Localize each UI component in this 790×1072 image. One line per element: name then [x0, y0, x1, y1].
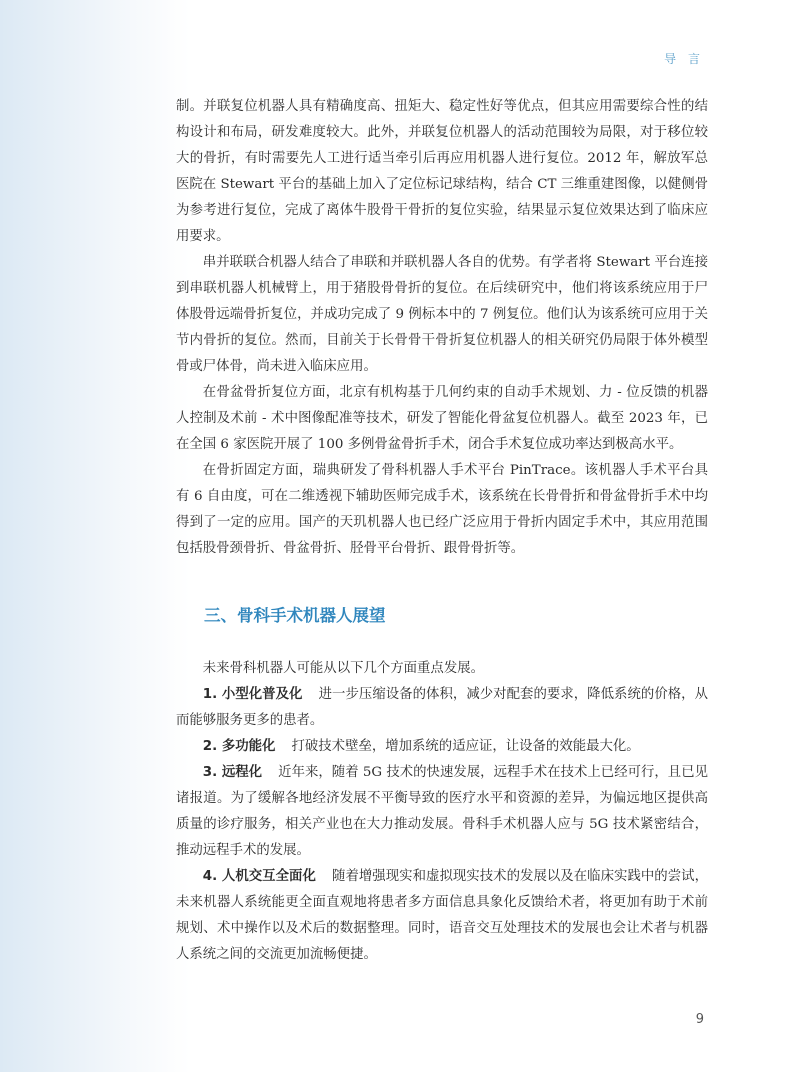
page-number: 9: [695, 1012, 704, 1027]
side-gradient-band: [0, 0, 190, 1072]
outlook-item-miniaturization: [176, 682, 708, 734]
paragraph-serial-parallel: 串并联联合机器人结合了串联和并联机器人各自的优势。有学者将 Stewart 平台连接到串联机器人机械臂上，用于猪股骨骨折的复位。在后续研究中，他们将该系统应用于尸体股骨远端骨折复位，并成功完成了 9 例标本中的 7 例复位。他们认为该系统可应用于关节内骨折的复位。然而，目前关于长骨骨干骨折复位机器人的相关研究仍局限于体外模型骨或尸体骨，尚未进入临床应用。: [176, 255, 708, 374]
item-text: 打破技术壁垒，增加系统的适应证，让设备的效能最大化。: [291, 739, 640, 754]
item-label: 4. 人机交互全面化: [202, 869, 316, 884]
running-header: 导 言: [664, 52, 704, 66]
section-intro: 未来骨科机器人可能从以下几个方面重点发展。: [202, 661, 484, 676]
paragraph-pelvic-reduction: 在骨盆骨折复位方面，北京有机构基于几何约束的自动手术规划、力 - 位反馈的机器人控制及术前 - 术中图像配准等技术，研发了智能化骨盆复位机器人。截至 2023 年，已在全国 6 家医院开展了 100 多例骨盆骨折手术，闭合手术复位成功率达到极高水平。: [176, 385, 708, 452]
item-label: 3. 远程化: [202, 765, 263, 780]
item-text: 进一步压缩设备的体积，减少对配套的要求，降低系统的价格，从而能够服务更多的患者。: [176, 687, 708, 728]
page-content: [176, 94, 708, 968]
paragraph-continued: 制。并联复位机器人具有精确度高、扭矩大、稳定性好等优点，但其应用需要综合性的结构设计和布局，研发难度较大。此外，并联复位机器人的活动范围较为局限，对于移位较大的骨折，有时需要先人工进行适当牵引后再应用机器人进行复位。2012 年，解放军总医院在 Stewart 平台的基础上加入了定位标记球结构，结合 CT 三维重建图像，以健侧骨为参考进行复位，完成了离体牛股骨干骨折的复位实验，结果显示复位效果达到了临床应用要求。: [176, 99, 708, 244]
item-text: 随着增强现实和虚拟现实技术的发展以及在临床实践中的尝试，未来机器人系统能更全面直观地将患者多方面信息具象化反馈给术者，将更加有助于术前规划、术中操作以及术后的数据整理。同时，语音交互处理技术的发展也会让术者与机器人系统之间的交流更加流畅便捷。: [176, 869, 708, 962]
outlook-item-remote: [176, 760, 708, 864]
outlook-item-multifunction: [176, 734, 708, 760]
paragraph-fracture-fixation: 在骨折固定方面，瑞典研发了骨科机器人手术平台 PinTrace。该机器人手术平台具有 6 自由度，可在二维透视下辅助医师完成手术，该系统在长骨骨折和骨盆骨折手术中均得到了一定的应用。国产的天玑机器人也已经广泛应用于骨折内固定手术中，其应用范围包括股骨颈骨折、骨盆骨折、胫骨平台骨折、跟骨骨折等。: [176, 463, 708, 556]
outlook-item-hci: [176, 864, 708, 968]
section-heading: 三、骨科手术机器人展望: [204, 606, 386, 625]
item-label: 2. 多功能化: [202, 739, 276, 754]
item-label: 1. 小型化普及化: [202, 687, 303, 702]
item-text: 近年来，随着 5G 技术的快速发展，远程手术在技术上已经可行，且已见诸报道。为了缓解各地经济发展不平衡导致的医疗水平和资源的差异，为偏远地区提供高质量的诊疗服务，相关产业也在大力推动发展。骨科手术机器人应与 5G 技术紧密结合，推动远程手术的发展。: [176, 765, 708, 858]
